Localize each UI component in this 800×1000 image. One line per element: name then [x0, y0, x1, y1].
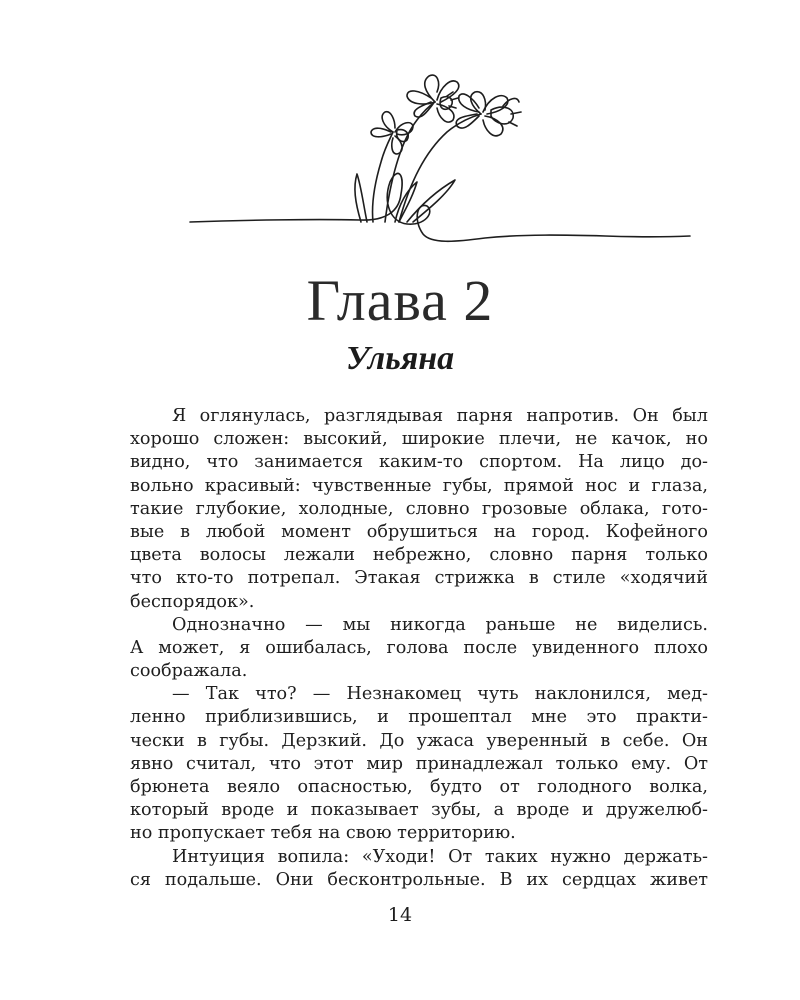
daffodil-flowers-icon — [185, 62, 695, 257]
text-line: явно считал, что этот мир принадлежал только ему. От — [130, 753, 708, 774]
text-line: видно, что занимается каким-то спортом. На лицо до- — [130, 452, 708, 473]
daffodil-right — [456, 92, 521, 136]
paragraph — [130, 683, 708, 845]
text-line: хорошо сложен: высокий, широкие плечи, не качок, но — [130, 429, 708, 450]
text-line: чески в губы. Дерзкий. До ужаса уверенный в себе. Он — [130, 730, 708, 751]
text-line: но пропускает тебя на свою территорию. — [130, 823, 516, 844]
chapter-subtitle: Ульяна — [345, 340, 455, 377]
text-line: беспорядок». — [130, 591, 255, 612]
text-line: соображала. — [130, 661, 248, 682]
page-number: 14 — [387, 904, 413, 926]
chapter-body — [130, 405, 708, 892]
text-line: что кто-то потрепал. Этакая стрижка в стиле «ходячий — [130, 568, 708, 589]
text-line: вые в любой момент обрушиться на город. Кофейного — [130, 521, 708, 542]
text-line: — Так что? — Незнакомец чуть наклонился, мед- — [172, 684, 708, 705]
text-line: ленно приблизившись, и прошептал мне это практи- — [130, 707, 708, 728]
text-line: Однозначно — мы никогда раньше не виделись. — [172, 614, 708, 635]
paragraph — [130, 614, 708, 684]
text-line: цвета волосы лежали небрежно, словно парня только — [130, 545, 708, 566]
paragraph — [130, 405, 708, 614]
text-line: вольно красивый: чувственные губы, прямой нос и глаза, — [130, 475, 708, 496]
text-line: А может, я ошибалась, голова после увиденного плохо — [130, 637, 708, 658]
paragraph — [130, 846, 708, 892]
text-line: Интуиция вопила: «Уходи! От таких нужно держать- — [172, 846, 708, 867]
text-line: такие глубокие, холодные, словно грозовые облака, гото- — [130, 498, 708, 519]
text-line: который вроде и показывает зубы, а вроде и дружелюб- — [130, 800, 708, 821]
text-line: ся подальше. Они бесконтрольные. В их сердцах живет — [130, 869, 708, 890]
text-line: Я оглянулась, разглядывая парня напротив. Он был — [172, 406, 708, 426]
chapter-title: Глава 2 — [306, 268, 494, 333]
daffodil-illustration — [185, 62, 695, 257]
daffodil-top — [407, 75, 459, 122]
text-line: брюнета веяло опасностью, будто от голодного волка, — [130, 777, 708, 797]
